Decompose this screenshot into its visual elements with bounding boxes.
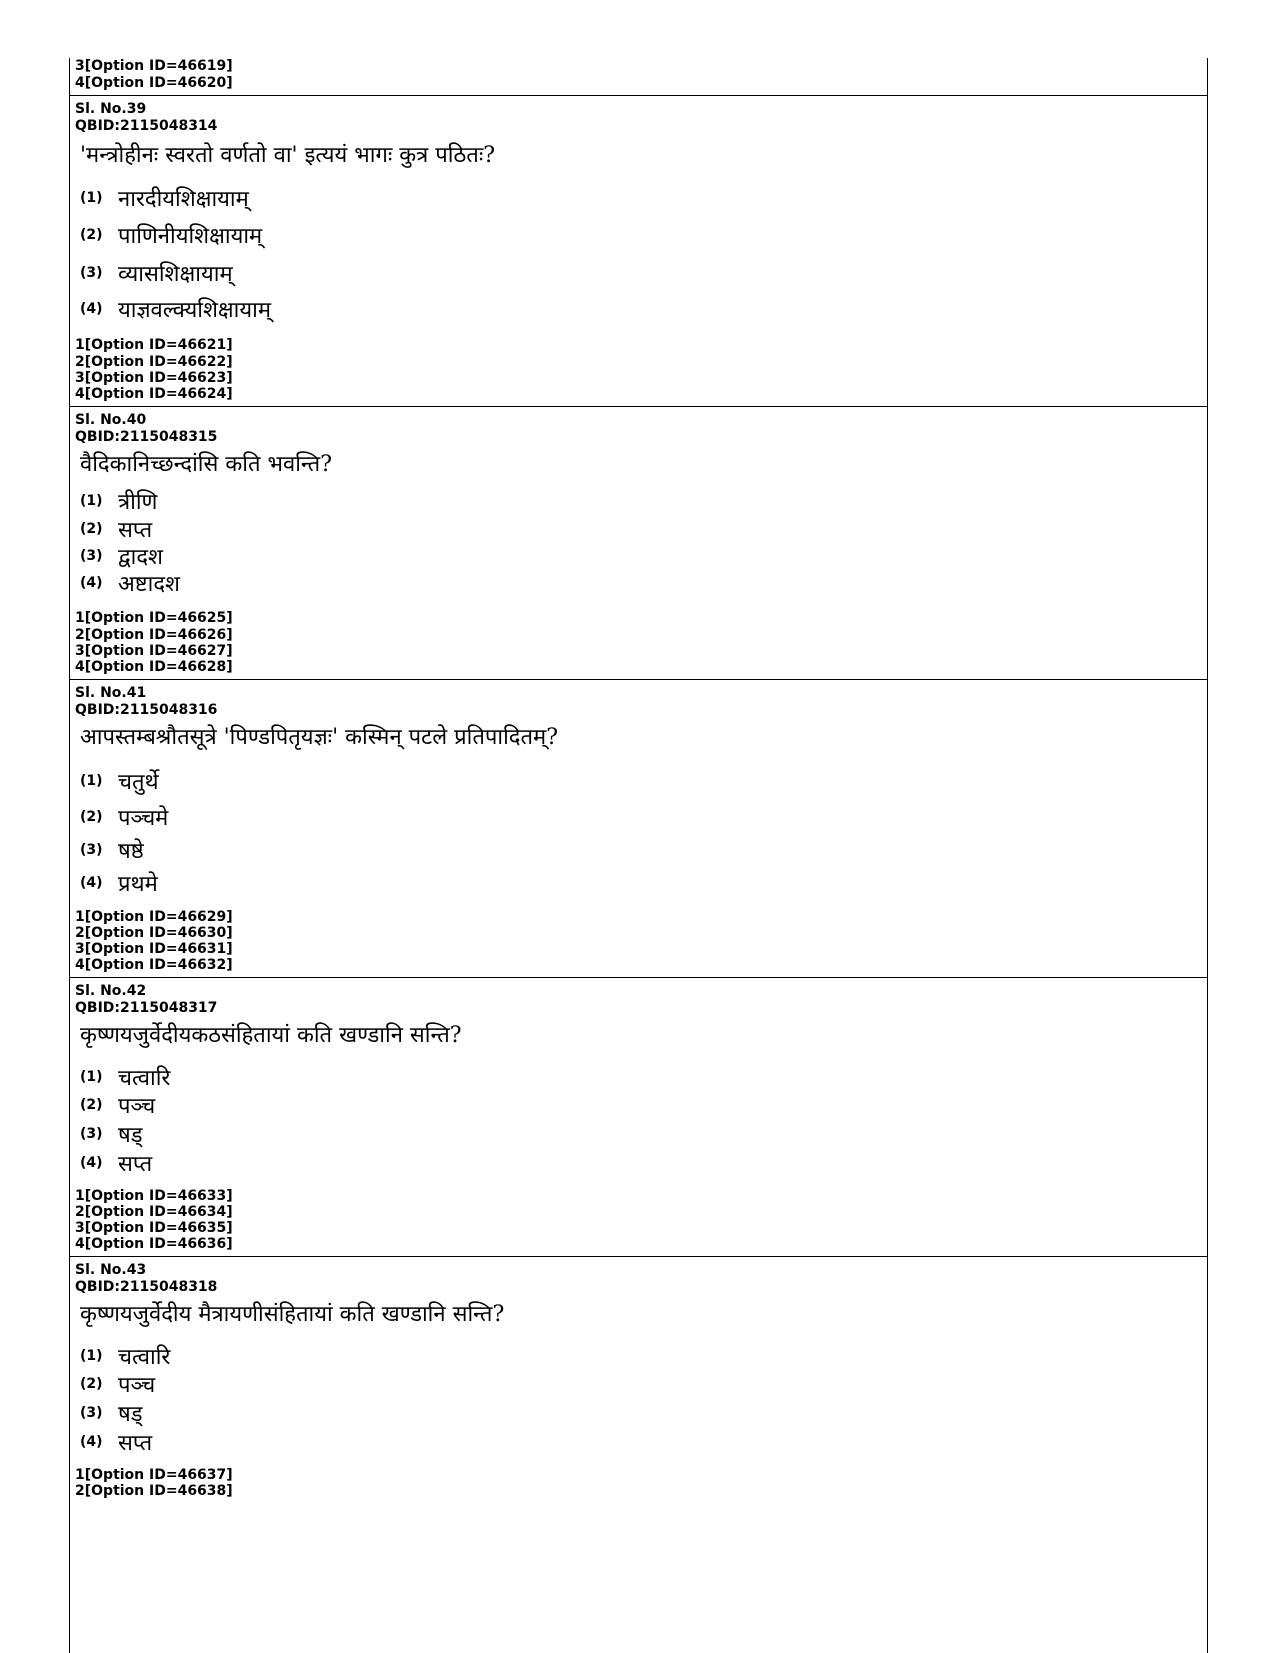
option xyxy=(80,1062,170,1092)
option-text: षड् xyxy=(118,1402,143,1427)
option xyxy=(80,868,158,898)
option-id: 1[Option ID=46637] xyxy=(75,1467,233,1483)
option-text: व्यासशिक्षायाम् xyxy=(118,262,233,287)
serial-number: Sl. No.41 xyxy=(75,685,147,701)
option-id: 4[Option ID=46620] xyxy=(75,75,233,91)
option xyxy=(80,258,233,288)
option-number: (3) xyxy=(80,548,103,564)
option xyxy=(80,1427,152,1457)
option xyxy=(80,1148,152,1178)
option-text: पञ्च xyxy=(118,1094,156,1119)
question-text: वैदिकानिच्छन्दांसि कति भवन्ति? xyxy=(80,452,333,477)
option-text: याज्ञवल्क्यशिक्षायाम् xyxy=(118,298,271,323)
option xyxy=(80,1341,170,1371)
option-text: द्वादश xyxy=(118,545,163,570)
option-id: 4[Option ID=46628] xyxy=(75,659,233,675)
option xyxy=(80,802,168,832)
divider xyxy=(69,679,1207,680)
option-text: चतुर्थे xyxy=(118,770,159,795)
option-number: (3) xyxy=(80,1126,103,1142)
divider xyxy=(69,1256,1207,1257)
option-text: त्रीणि xyxy=(118,490,158,515)
option-id: 4[Option ID=46636] xyxy=(75,1236,233,1252)
question-text: 'मन्त्रोहीनः स्वरतो वर्णतो वा' इत्ययं भागः कुत्र पठितः? xyxy=(80,143,496,168)
option-id: 3[Option ID=46631] xyxy=(75,941,233,957)
serial-number: Sl. No.39 xyxy=(75,101,147,117)
option xyxy=(80,766,159,796)
option-text: प्रथमे xyxy=(118,872,158,897)
option xyxy=(80,294,271,324)
option-number: (2) xyxy=(80,1097,103,1113)
option-text: षष्ठे xyxy=(118,839,144,864)
option-number: (2) xyxy=(80,521,103,537)
option-text: चत्वारि xyxy=(118,1066,171,1091)
divider xyxy=(69,95,1207,96)
option-number: (4) xyxy=(80,1434,103,1450)
option-number: (1) xyxy=(80,190,103,206)
qbid: QBID:2115048317 xyxy=(75,1000,218,1016)
option-number: (1) xyxy=(80,1069,103,1085)
qbid: QBID:2115048316 xyxy=(75,702,218,718)
option-id: 2[Option ID=46638] xyxy=(75,1483,233,1499)
option-text: सप्त xyxy=(118,518,153,543)
option-number: (1) xyxy=(80,493,103,509)
option-number: (4) xyxy=(80,301,103,317)
option-id: 2[Option ID=46630] xyxy=(75,925,233,941)
option xyxy=(80,1398,143,1428)
option-id: 3[Option ID=46623] xyxy=(75,370,233,386)
option-number: (4) xyxy=(80,1155,103,1171)
question-text: आपस्तम्बश्रौतसूत्रे 'पिण्डपितृयज्ञः' कस्मिन् पटले प्रतिपादितम्? xyxy=(80,725,558,750)
divider xyxy=(69,406,1207,407)
option-text: चत्वारि xyxy=(118,1345,171,1370)
option xyxy=(80,486,157,516)
option-number: (2) xyxy=(80,809,103,825)
option xyxy=(80,514,152,544)
option-id: 4[Option ID=46632] xyxy=(75,957,233,973)
option xyxy=(80,568,180,598)
option-id: 3[Option ID=46635] xyxy=(75,1220,233,1236)
question-text: कृष्णयजुर्वेदीय मैत्रायणीसंहितायां कति खण्डानि सन्ति? xyxy=(80,1302,505,1327)
qbid: QBID:2115048314 xyxy=(75,118,218,134)
option-text: पञ्च xyxy=(118,1373,156,1398)
option-number: (4) xyxy=(80,575,103,591)
divider xyxy=(69,977,1207,978)
qbid: QBID:2115048318 xyxy=(75,1279,218,1295)
option xyxy=(80,541,163,571)
option-text: षड् xyxy=(118,1123,143,1148)
qbid: QBID:2115048315 xyxy=(75,429,218,445)
option-id: 3[Option ID=46627] xyxy=(75,643,233,659)
option-id: 1[Option ID=46621] xyxy=(75,337,233,353)
option-number: (2) xyxy=(80,1376,103,1392)
option-text: सप्त xyxy=(118,1152,153,1177)
option xyxy=(80,220,262,250)
option xyxy=(80,1090,155,1120)
option-text: पाणिनीयशिक्षायाम् xyxy=(118,224,263,249)
serial-number: Sl. No.42 xyxy=(75,983,147,999)
option-number: (2) xyxy=(80,227,103,243)
option-number: (3) xyxy=(80,265,103,281)
serial-number: Sl. No.40 xyxy=(75,412,147,428)
option-id: 2[Option ID=46634] xyxy=(75,1204,233,1220)
option-number: (3) xyxy=(80,842,103,858)
option-id: 3[Option ID=46619] xyxy=(75,58,233,74)
option-id: 2[Option ID=46626] xyxy=(75,627,233,643)
option-id: 1[Option ID=46625] xyxy=(75,610,233,626)
serial-number: Sl. No.43 xyxy=(75,1262,147,1278)
option xyxy=(80,835,144,865)
option xyxy=(80,1369,155,1399)
option-text: पञ्चमे xyxy=(118,806,169,831)
option-id: 2[Option ID=46622] xyxy=(75,354,233,370)
option-id: 4[Option ID=46624] xyxy=(75,386,233,402)
option-number: (4) xyxy=(80,875,103,891)
option-number: (1) xyxy=(80,773,103,789)
option xyxy=(80,1119,143,1149)
option-number: (3) xyxy=(80,1405,103,1421)
option-id: 1[Option ID=46629] xyxy=(75,909,233,925)
option-text: अष्टादश xyxy=(118,572,180,597)
question-text: कृष्णयजुर्वेदीयकठसंहितायां कति खण्डानि सन्ति? xyxy=(80,1023,462,1048)
option-number: (1) xyxy=(80,1348,103,1364)
option-text: सप्त xyxy=(118,1431,153,1456)
option xyxy=(80,183,249,213)
option-id: 1[Option ID=46633] xyxy=(75,1188,233,1204)
option-text: नारदीयशिक्षायाम् xyxy=(118,187,249,212)
